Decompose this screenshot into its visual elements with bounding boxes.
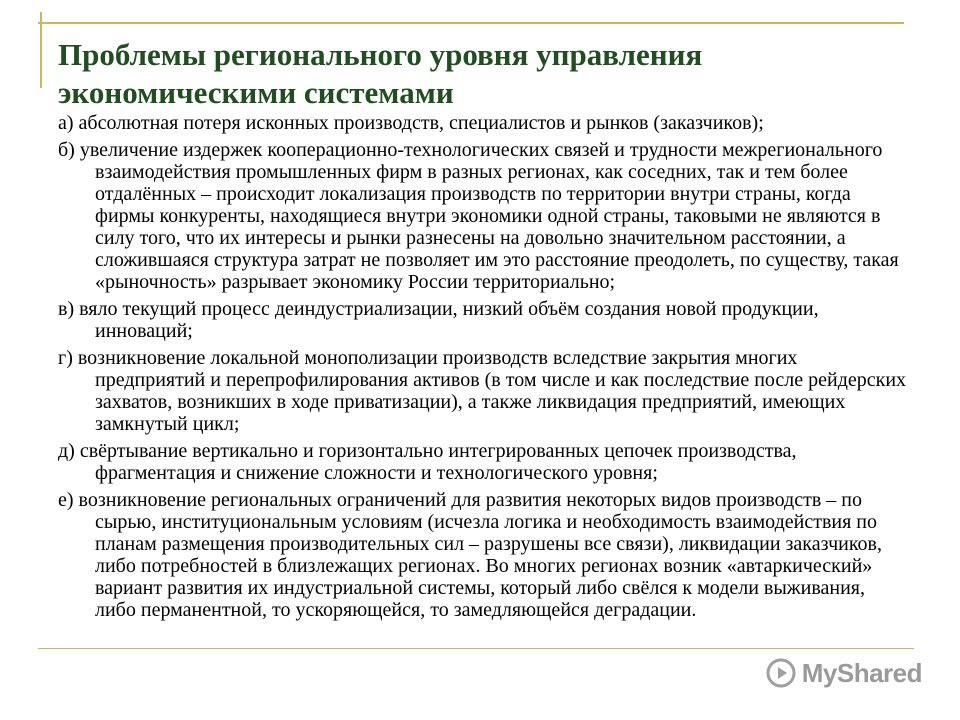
list-item: г) возникновение локальной монополизации производств вследствие закрытия многих предприятий и перепрофилирования активов (в том числе и как последствие после рейдерских захватов, возникших в ходе приватизации), а также ликвидация предприятий, имеющих замкнутый цикл; xyxy=(58,347,907,435)
left-accent-bar xyxy=(40,12,42,88)
list-item: д) свёртывание вертикально и горизонтально интегрированных цепочек производства, фрагментация и снижение сложности и технологического уровня; xyxy=(58,440,797,484)
watermark xyxy=(766,656,922,690)
list-item: б) увеличение издержек кооперационно-технологических связей и трудности межрегионального взаимодействия промышленных фирм в разных регионах, как соседних, так и тем более отдалённых – происходит локализация производств по территории внутри страны, когда фирмы конкуренты, находящиеся внутри экономики одной страны, таковыми не являются в силу того, что их интересы и рынки разнесены на довольно значительном расстоянии, а сложившаяся структура затрат не позволяет им это расстояние преодолеть, по существу, такая «рыночность» разрывает экономику России территориально; xyxy=(58,139,899,293)
slide-title: Проблемы регионального уровня управления экономическими системами xyxy=(58,37,703,110)
slide-body xyxy=(58,112,910,626)
top-divider xyxy=(38,22,904,24)
play-circle-icon xyxy=(766,658,796,688)
list-item: е) возникновение региональных ограничений для развития некоторых видов производств – по сырью, институциональным условиям (исчезла логика и необходимость взаимодействия по планам размещения производительных сил – разрушены все связи), ликвидации заказчиков, либо потребностей в близлежащих регионах. Во многих регионах возник «автаркический» вариант развития их индустриальной системы, который либо свёлся к модели выживания, либо перманентной, то ускоряющейся, то замедляющейся деградации. xyxy=(58,489,883,621)
list-item: а) абсолютная потеря исконных производств, специалистов и рынков (заказчиков); xyxy=(58,112,764,134)
watermark-text: MyShared xyxy=(801,657,922,688)
list-item: в) вяло текущий процесс деиндустриализации, низкий объём создания новой продукции, инноваций; xyxy=(58,298,819,342)
bottom-divider xyxy=(38,648,914,649)
